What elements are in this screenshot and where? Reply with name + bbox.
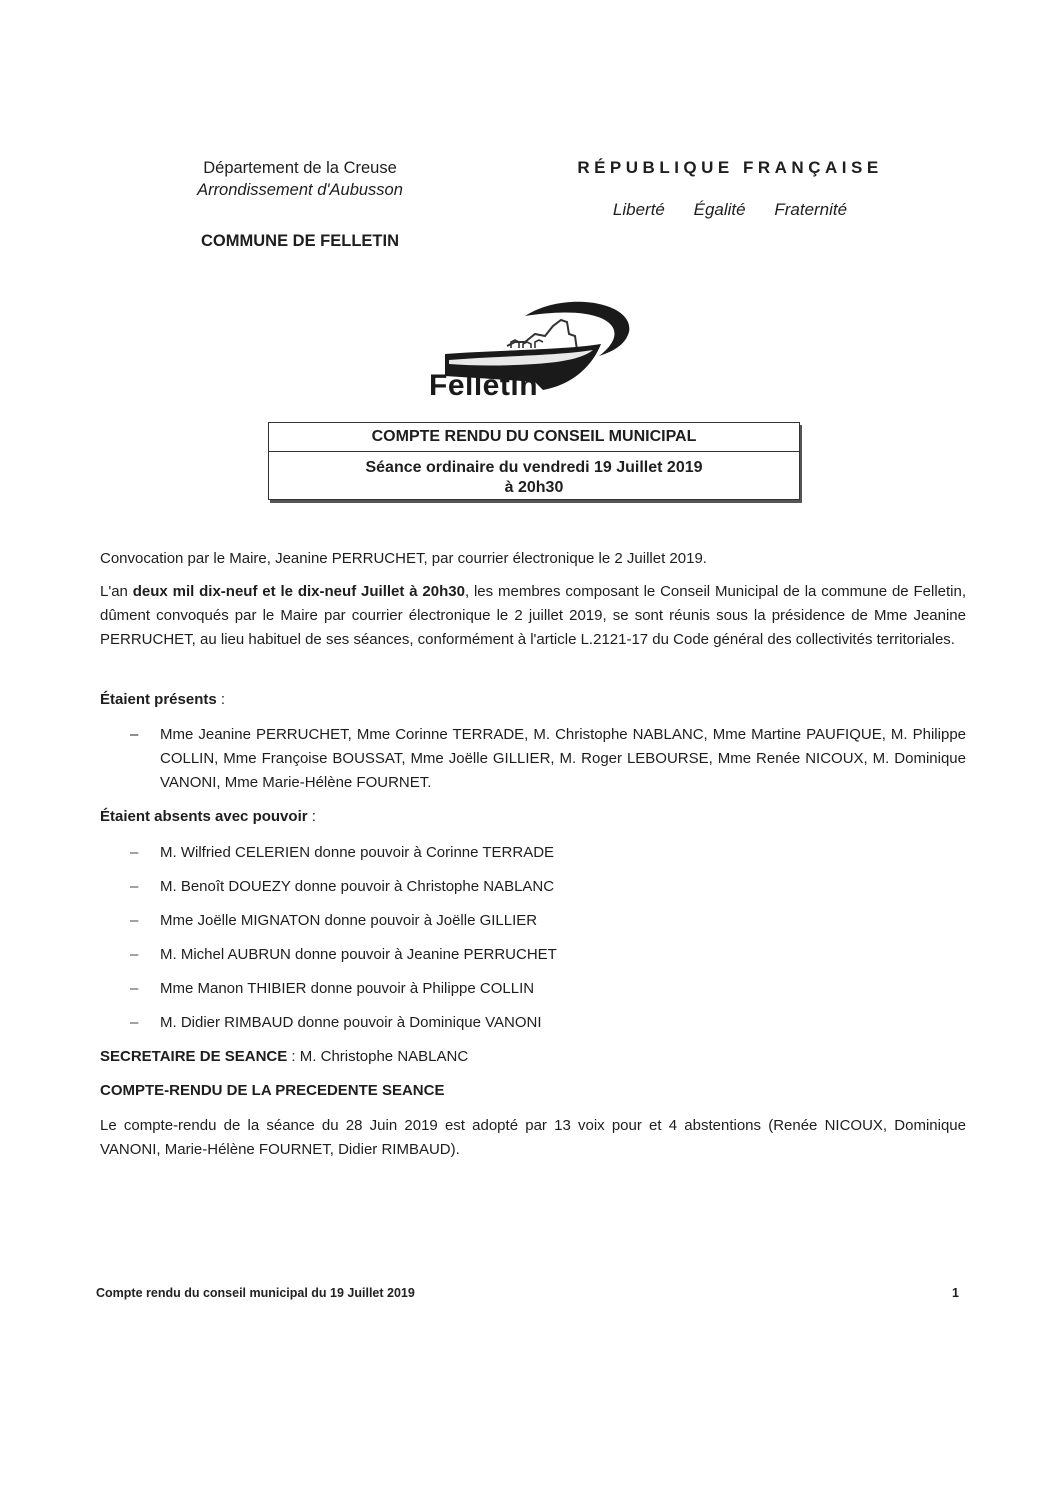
proxy-item: [130, 979, 534, 999]
presents-list: [130, 723, 966, 795]
absents-heading-colon: :: [307, 808, 316, 825]
devise: [530, 200, 930, 220]
proxy-text: Mme Joëlle MIGNATON donne pouvoir à Joëlle GILLIER: [160, 912, 538, 929]
absents-heading: [100, 805, 966, 829]
absents-heading-text: Étaient absents avec pouvoir: [100, 808, 308, 825]
list-dash: –: [130, 980, 139, 997]
header-right: [530, 158, 930, 220]
intro-bold: deux mil dix-neuf et le dix-neuf Juillet à 20h30: [132, 583, 465, 600]
title-line1: COMPTE RENDU DU CONSEIL MUNICIPAL: [371, 428, 697, 445]
presents-heading-colon: :: [216, 691, 226, 708]
logo-small-houses: [511, 340, 543, 348]
proxy-item: [130, 945, 557, 965]
devise-liberte: Liberté: [612, 200, 665, 219]
secretaire-value: M. Christophe NABLANC: [299, 1048, 469, 1065]
proxy-item: [130, 843, 554, 863]
department-text: Département de la Creuse: [203, 159, 397, 177]
commune-title: COMMUNE DE FELLETIN: [201, 232, 399, 250]
title-line2: Séance ordinaire du vendredi 19 Juillet 2019: [365, 459, 703, 476]
convocation-paragraph: Convocation par le Maire, Jeanine PERRUCHET, par courrier électronique le 2 Juillet 2019.: [100, 550, 707, 567]
proxy-item: [130, 911, 537, 931]
proxy-text: M. Michel AUBRUN donne pouvoir à Jeanine PERRUCHET: [160, 946, 557, 963]
page-number: 1: [952, 1286, 959, 1300]
list-dash: –: [130, 878, 139, 895]
proxy-text: Mme Manon THIBIER donne pouvoir à Philippe COLLIN: [160, 980, 535, 997]
felletin-logo: [415, 298, 645, 408]
proxy-item: [130, 877, 554, 897]
list-dash: –: [130, 946, 139, 963]
logo-text: Felletin: [429, 369, 539, 402]
title-line3: à 20h30: [504, 479, 564, 496]
logo-town-outline: [507, 320, 577, 350]
list-dash: –: [130, 1014, 139, 1031]
presents-names: Mme Jeanine PERRUCHET, Mme Corinne TERRADE, M. Christophe NABLANC, Mme Martine PAUFIQUE, M. Philippe COLLIN, Mme Françoise BOUSSAT, Mme Joëlle GILLIER, M. Roger LEBOURSE, Mme Renée NICOUX, M. Dominique VANONI, Mme Marie-Hélène FOURNET.: [160, 726, 966, 791]
list-dash: –: [130, 726, 139, 743]
devise-egalite: Égalité: [693, 200, 746, 219]
secretaire-label: SECRETAIRE DE SEANCE: [100, 1048, 288, 1065]
intro-pre: L'an: [100, 583, 133, 600]
proxy-text: M. Benoît DOUEZY donne pouvoir à Christophe NABLANC: [160, 878, 555, 895]
proxy-text: M. Didier RIMBAUD donne pouvoir à Dominique VANONI: [160, 1014, 542, 1031]
intro-paragraph: [100, 580, 966, 652]
list-dash: –: [130, 912, 139, 929]
presents-heading-text: Étaient présents: [100, 691, 217, 708]
list-dash: –: [130, 844, 139, 861]
secretaire-line: [100, 1045, 966, 1069]
title-separator: [269, 451, 799, 452]
precedente-paragraph: Le compte-rendu de la séance du 28 Juin 2019 est adopté par 13 voix pour et 4 abstentions (Renée NICOUX, Dominique VANONI, Marie-Hélène FOURNET, Didier RIMBAUD).: [100, 1117, 966, 1158]
intro-post: , les membres composant le Conseil Municipal de la commune de Felletin, dûment convoqués par le Maire par courrier électronique le 2 juillet 2019, se sont réunis sous la présidence de Mme Jeanine PERRUCHET, au lieu habituel de ses séances, conformément à l'article L.2121-17 du Code général des collectivités territoriales.: [100, 583, 967, 648]
arrondissement-text: Arrondissement d'Aubusson: [197, 181, 403, 199]
header-left: [140, 157, 460, 201]
title-box: [268, 422, 800, 500]
footer-title: Compte rendu du conseil municipal du 19 Juillet 2019: [96, 1286, 415, 1300]
precedente-heading: COMPTE-RENDU DE LA PRECEDENTE SEANCE: [100, 1082, 445, 1099]
proxy-text: M. Wilfried CELERIEN donne pouvoir à Corinne TERRADE: [160, 844, 555, 861]
presents-heading: [100, 688, 966, 712]
secretaire-sep: :: [287, 1048, 300, 1065]
proxy-item: [130, 1013, 542, 1033]
republique-title: RÉPUBLIQUE FRANÇAISE: [577, 158, 883, 177]
devise-fraternite: Fraternité: [774, 200, 848, 219]
